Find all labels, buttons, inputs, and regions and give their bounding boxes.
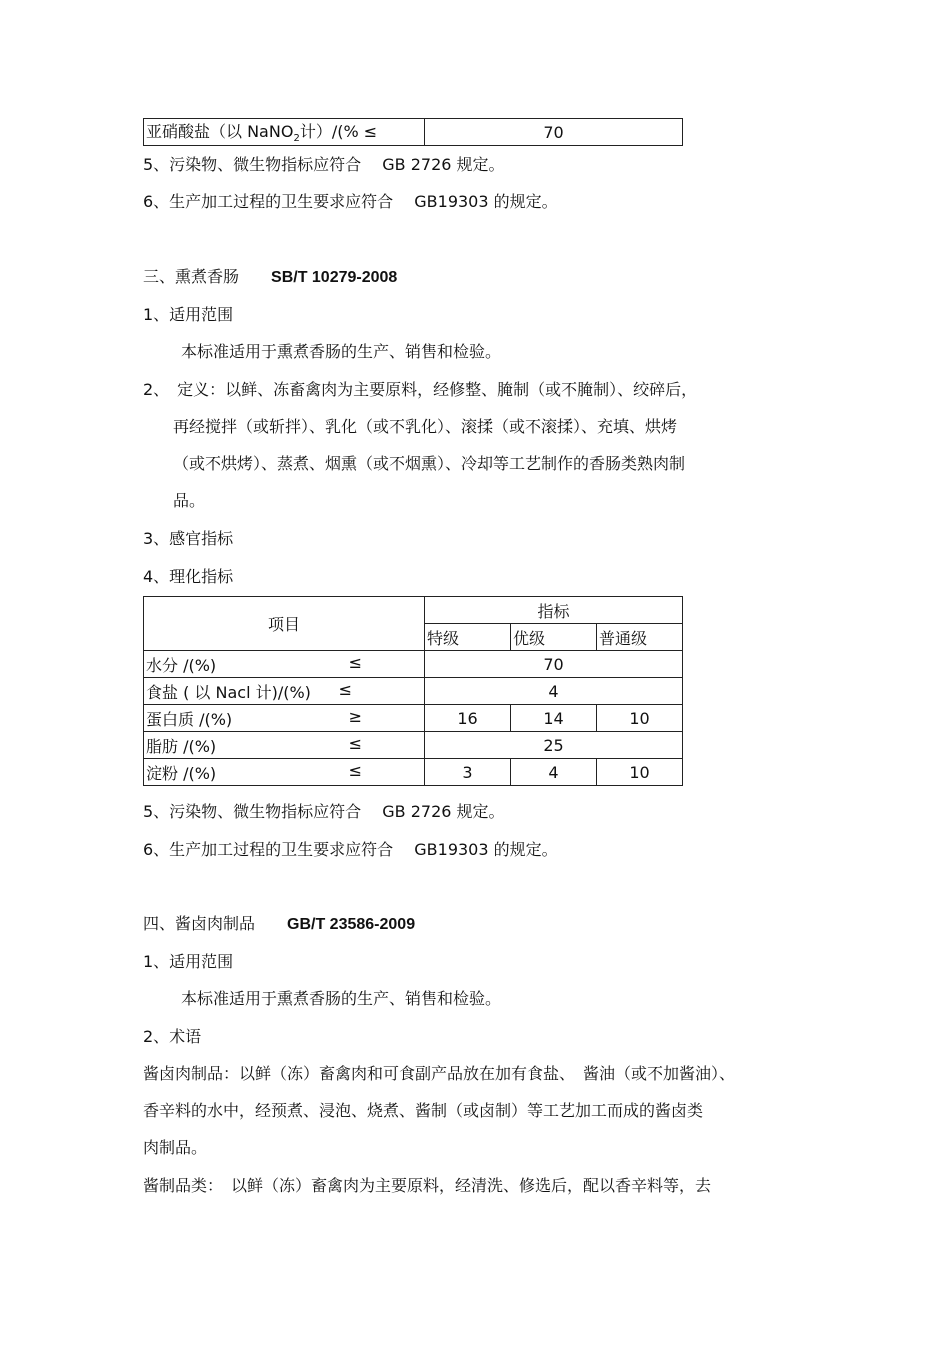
heading-standard: GB/T 23586-2009 [287, 916, 416, 933]
paragraph: 6、生产加工过程的卫生要求应符合 GB19303 的规定。 [143, 840, 558, 859]
paragraph: 6、生产加工过程的卫生要求应符合 GB19303 的规定。 [143, 192, 558, 211]
row-value: 14 [511, 705, 597, 732]
paragraph: 3、感官指标 [143, 529, 234, 548]
row-value: 70 [425, 651, 683, 678]
row-label: 亚硝酸盐（以 NaNO$_2$计）/(% ≤ [144, 119, 425, 146]
row-value: 4 [511, 759, 597, 786]
section-heading [143, 266, 397, 289]
paragraph: 5、污染物、微生物指标应符合 GB 2726 规定。 [143, 802, 505, 821]
heading-standard: SB/T 10279-2008 [271, 269, 398, 286]
row-label: 水分 /(%) ≤ [144, 651, 425, 678]
paragraph: 1、适用范围 [143, 305, 234, 324]
heading-text: 四、酱卤肉制品 [143, 914, 256, 933]
table-row [144, 678, 683, 705]
table-row [144, 119, 683, 146]
paragraph: （或不烘烤）、蒸煮、烟熏（或不烟熏）、冷却等工艺制作的香肠类熟肉制 [173, 454, 686, 473]
row-label: 淀粉 /(%) ≤ [144, 759, 425, 786]
table-row [144, 759, 683, 786]
paragraph: 酱制品类： 以鲜（冻）畜禽肉为主要原料，经清洗、修选后，配以香辛料等，去 [143, 1176, 712, 1195]
paragraph: 2、 定义：以鲜、冻畜禽肉为主要原料，经修整、腌制（或不腌制）、绞碎后， [143, 380, 698, 399]
header-grade: 优级 [511, 624, 597, 651]
header-index: 指标 [425, 597, 683, 624]
table-row [144, 732, 683, 759]
paragraph: 1、适用范围 [143, 952, 234, 971]
paragraph: 再经搅拌（或斩拌）、乳化（或不乳化）、滚揉（或不滚揉）、充填、烘烤 [173, 417, 678, 436]
header-item: 项目 [144, 597, 425, 651]
paragraph: 2、术语 [143, 1027, 202, 1046]
paragraph: 酱卤肉制品：以鲜（冻）畜禽肉和可食副产品放在加有食盐、 酱油（或不加酱油）、 [143, 1064, 736, 1083]
section-heading [143, 913, 415, 936]
row-value: 3 [425, 759, 511, 786]
row-value: 10 [597, 705, 683, 732]
row-value: 25 [425, 732, 683, 759]
header-grade: 特级 [425, 624, 511, 651]
row-label: 食盐 ( 以 Nacl 计)/(%) ≤ [144, 678, 425, 705]
row-value: 16 [425, 705, 511, 732]
paragraph: 4、理化指标 [143, 567, 234, 586]
row-value: 4 [425, 678, 683, 705]
paragraph: 香辛料的水中，经预煮、浸泡、烧煮、酱制（或卤制）等工艺加工而成的酱卤类 [143, 1101, 704, 1120]
table-row [144, 705, 683, 732]
paragraph: 肉制品。 [143, 1138, 208, 1157]
row-label: 脂肪 /(%) ≤ [144, 732, 425, 759]
paragraph: 5、污染物、微生物指标应符合 GB 2726 规定。 [143, 155, 505, 174]
row-value: 70 [425, 119, 683, 146]
paragraph: 品。 [173, 491, 206, 510]
header-grade: 普通级 [597, 624, 683, 651]
row-value: 10 [597, 759, 683, 786]
physicochemical-table [143, 596, 683, 786]
heading-text: 三、熏煮香肠 [143, 267, 240, 286]
table-header-row [144, 597, 683, 624]
top-table [143, 118, 683, 146]
table-row [144, 651, 683, 678]
row-label: 蛋白质 /(%) ≥ [144, 705, 425, 732]
paragraph: 本标准适用于熏煮香肠的生产、销售和检验。 [181, 342, 502, 361]
paragraph: 本标准适用于熏煮香肠的生产、销售和检验。 [181, 989, 502, 1008]
